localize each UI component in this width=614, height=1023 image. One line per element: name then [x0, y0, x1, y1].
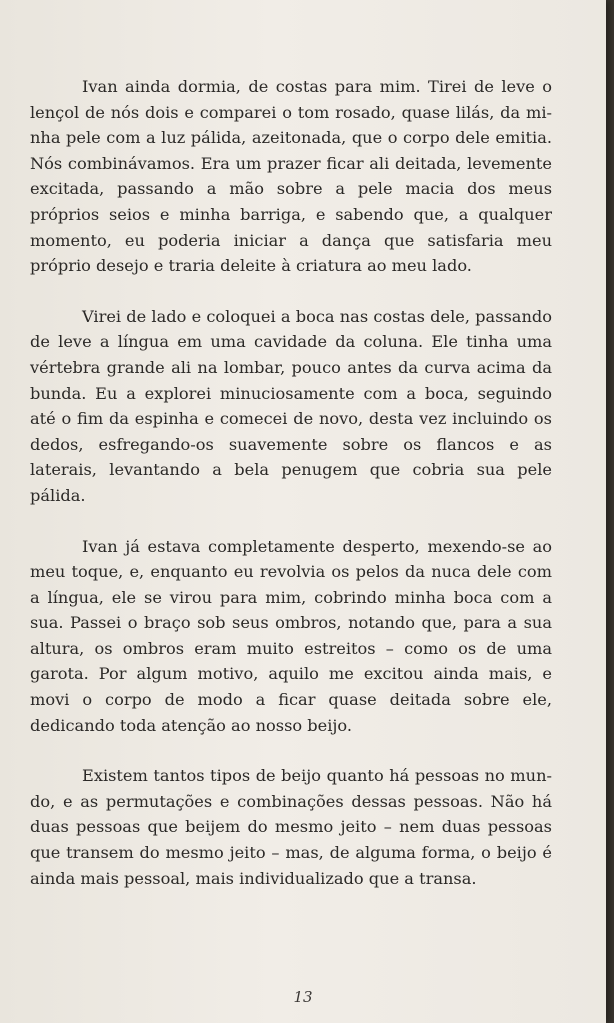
page-number: 13 [293, 988, 313, 1006]
body-text [30, 74, 552, 916]
paragraph-1: Ivan ainda dormia, de costas para mim. Tirei de leve o lençol de nós dois e comparei o tom rosado, quase lilás, da minha pele com a luz pálida, azeitonada, que o corpo dele emitia. Nós combinávamos. Era um prazer ficar ali deitada, levemente excitada, passando a mão sobre a pele macia dos meus próprios seios e minha barriga, e sabendo que, a qualquer momento, eu poderia iniciar a dança que satisfaria meu próprio desejo e traria deleite à criatura ao meu lado. [30, 77, 552, 276]
paragraph-4: Existem tantos tipos de beijo quanto há pessoas no mundo, e as permutações e combinações dessas pessoas. Não há duas pessoas que beijem do mesmo jeito – nem duas pessoas que transem do mesmo jeito – mas, de alguma forma, o beijo é ainda mais pessoal, mais individualizado que a transa. [30, 766, 552, 888]
paragraph-3: Ivan já estava completamente desperto, mexendo-se ao meu toque, e, enquanto eu revolvia os pelos da nuca dele com a língua, ele se virou para mim, cobrindo minha boca com a sua. Passei o braço sob seus ombros, notando que, para a sua altura, os ombros eram muito estreitos – como os de uma garota. Por algum motivo, aquilo me excitou ainda mais, e movi o corpo de modo a ficar quase deitada sobre ele, dedicando toda atenção ao nosso beijo. [30, 536, 552, 735]
paragraph-2: Virei de lado e coloquei a boca nas costas dele, passando de leve a língua em uma cavidade da coluna. Ele tinha uma vértebra grande ali na lombar, pouco antes da curva acima da bunda. Eu a explorei minuciosamente com a boca, seguindo até o fim da espinha e comecei de novo, desta vez incluindo os dedos, esfregando-os suavemente sobre os flancos e as laterais, levantando a bela penugem que cobria sua pele pálida. [30, 306, 552, 505]
